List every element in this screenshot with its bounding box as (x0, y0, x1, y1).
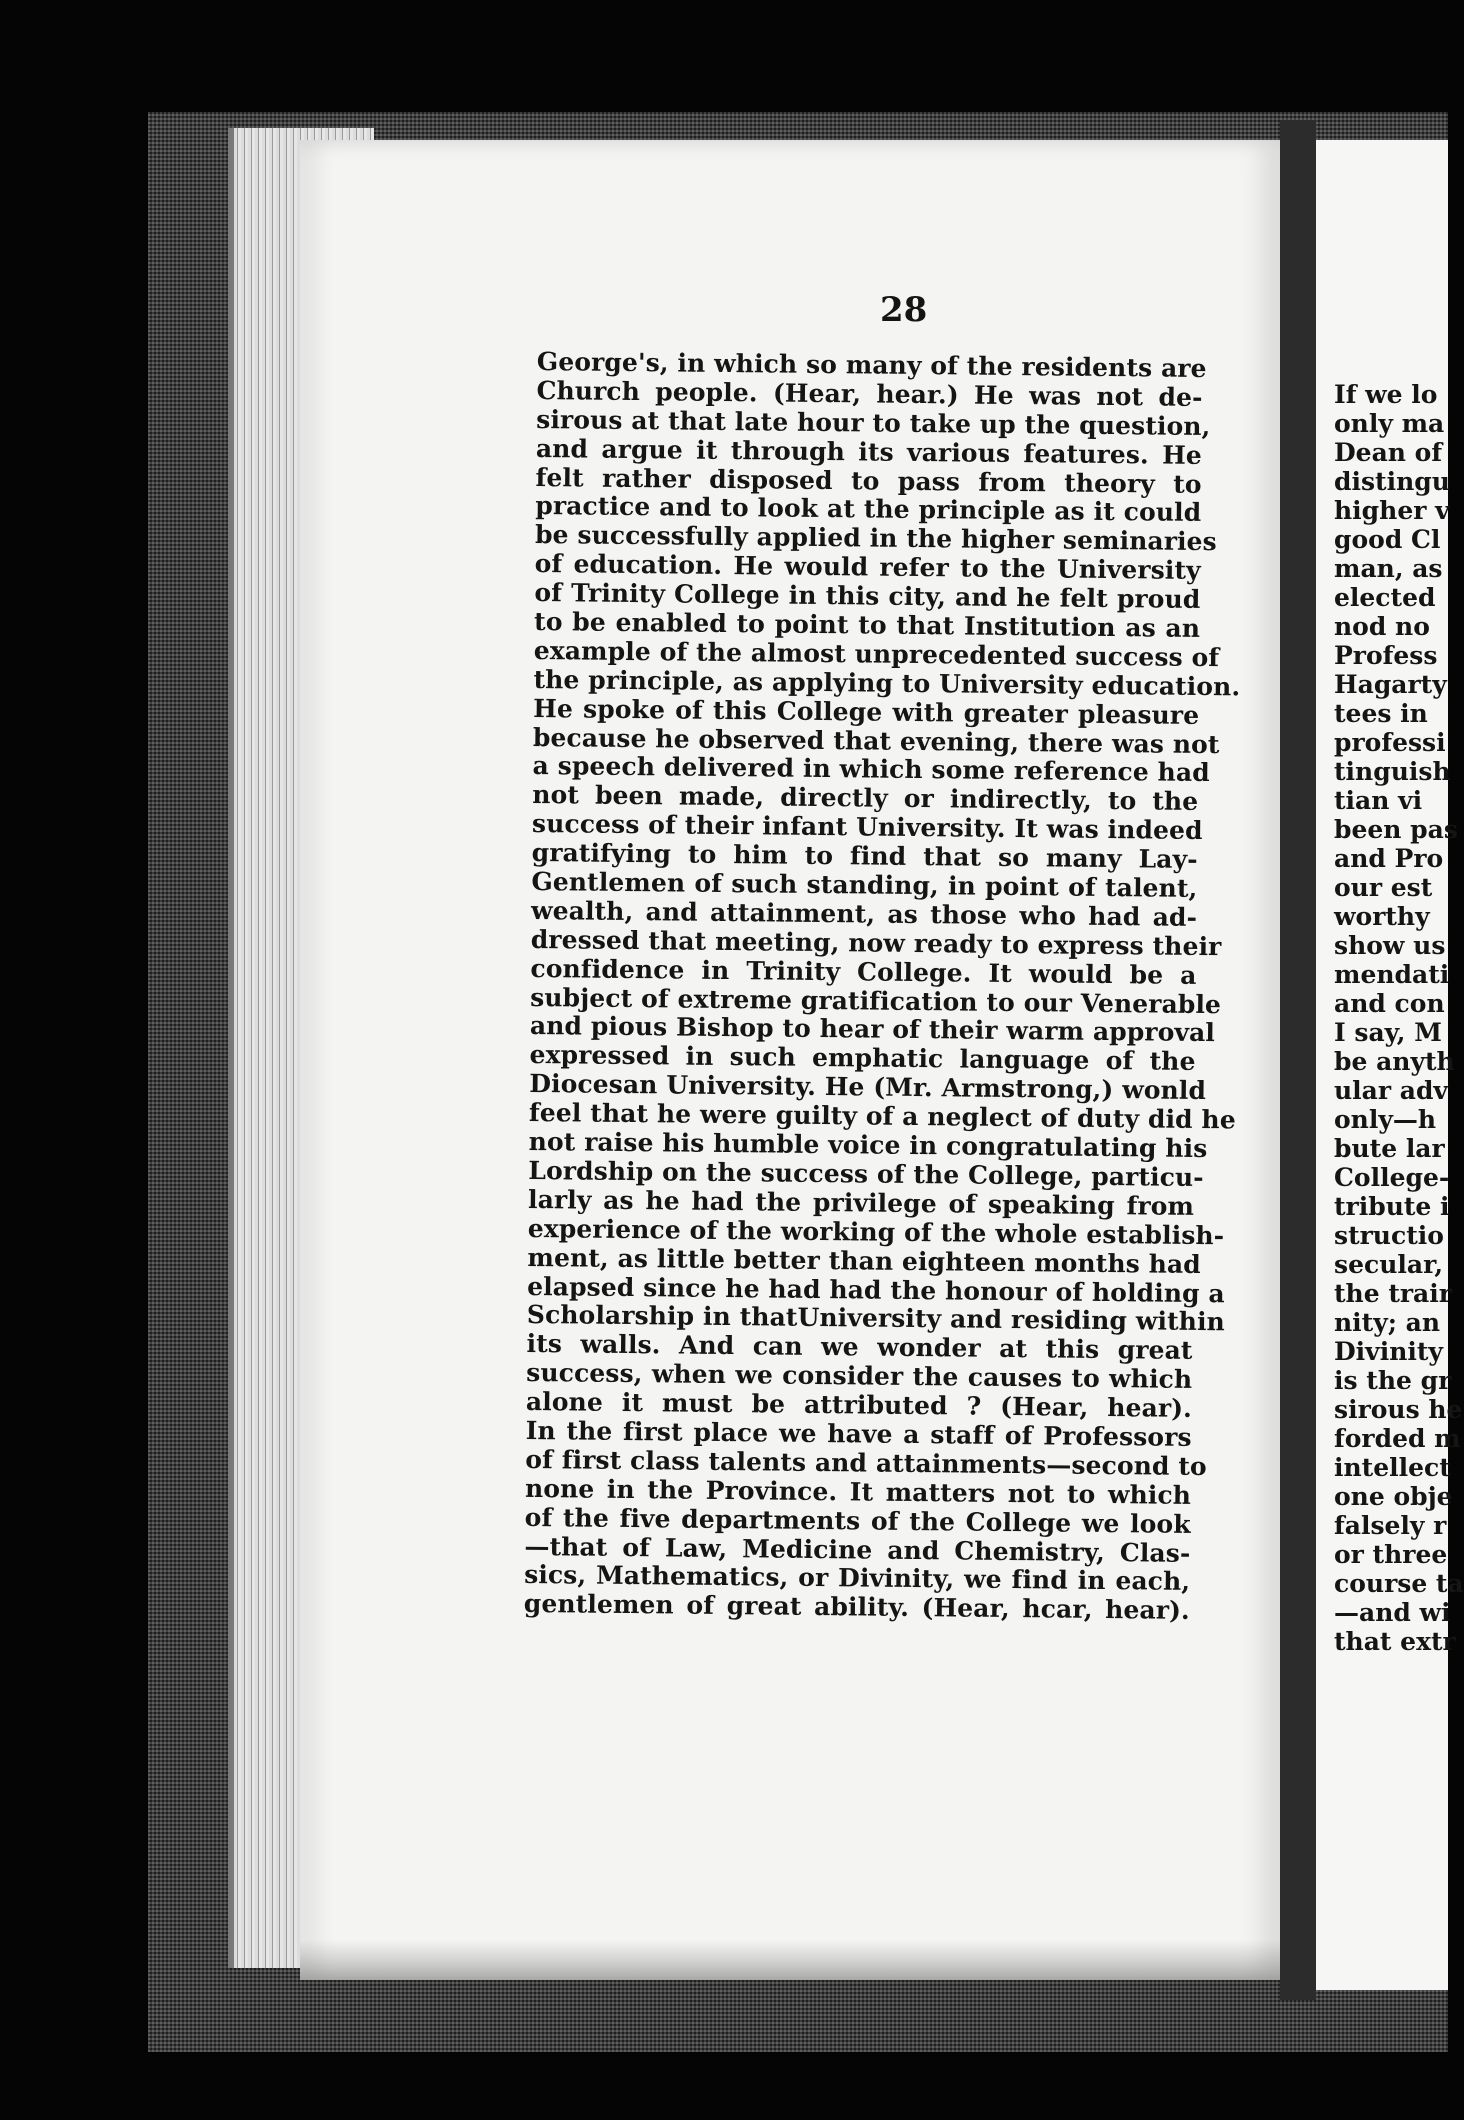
right-text-line: falsely r (1334, 1511, 1447, 1540)
right-text-line: elected (1334, 583, 1436, 612)
right-text-line: professi (1334, 728, 1446, 757)
right-text-line: forded m (1334, 1424, 1461, 1453)
right-text-line: the trair (1334, 1279, 1452, 1308)
right-text-line: secular, (1334, 1250, 1444, 1279)
right-text-line: higher v (1334, 496, 1450, 525)
text-line: its walls. And can we wonder at this great (526, 1329, 1193, 1366)
right-text-line: course ta (1334, 1569, 1464, 1598)
text-line: subject of extreme gratification to our Venerable (530, 982, 1222, 1019)
text-line: none in the Province. It matters not to which (524, 1473, 1192, 1510)
right-text-line: Profess (1334, 641, 1438, 670)
right-text-line: structio (1334, 1221, 1444, 1250)
book-gutter (1280, 120, 1316, 2000)
text-line: practice and to look at the principle as it could (535, 491, 1202, 528)
right-text-line: tees in (1334, 699, 1428, 728)
text-line: because he observed that evening, there was not (532, 722, 1220, 759)
text-line: ment, as little better than eighteen months had (527, 1242, 1201, 1279)
text-line: felt rather disposed to pass from theory to (535, 462, 1202, 499)
right-text-line: worthy (1334, 902, 1430, 931)
text-line: example of the almost unprecedented success of (533, 635, 1220, 673)
text-line: and argue it through its various features. He (535, 433, 1203, 470)
right-text-line: nod no (1334, 612, 1430, 641)
text-line: Church people. (Hear, hear.) He was not de- (536, 375, 1203, 412)
right-text-line: tian vi (1334, 786, 1423, 815)
right-text-line: be anyth (1334, 1047, 1455, 1076)
text-line: —that of Law, Medicine and Chemistry, Clas- (524, 1531, 1191, 1568)
right-text-line: Hagarty (1334, 670, 1447, 699)
right-text-line: I say, M (1334, 1018, 1442, 1047)
right-text-line: show us (1334, 931, 1446, 960)
right-text-line: sirous he (1334, 1395, 1463, 1424)
right-text-line: College- (1334, 1163, 1450, 1192)
right-text-line: distingu (1334, 467, 1450, 496)
text-line: wealth, and attainment, as those who had ad- (530, 895, 1198, 932)
right-text-line: If we lo (1334, 380, 1438, 409)
right-text-line: man, as (1334, 554, 1443, 583)
text-line: sirous at that late hour to take up the question, (536, 404, 1211, 441)
text-line: a speech delivered in which some reference had (532, 751, 1210, 788)
text-line: of education. He would refer to the University (534, 549, 1201, 586)
right-text-line: one obje (1334, 1482, 1453, 1511)
right-text-line: tribute i (1334, 1192, 1450, 1221)
text-line: Scholarship in thatUniversity and residing within (526, 1300, 1226, 1337)
text-line: of first class talents and attainments—second to (525, 1444, 1207, 1481)
text-line: confidence in Trinity College. It would be a (530, 953, 1197, 990)
right-text-line: good Cl (1334, 525, 1441, 554)
right-text-line: is the gr (1334, 1366, 1452, 1395)
left-page-text (523, 347, 1241, 1626)
text-line: Diocesan University. He (Mr. Armstrong,) wonld (529, 1069, 1207, 1106)
right-text-line: mendati (1334, 960, 1450, 989)
text-line: alone it must be attributed ? (Hear, hear). (525, 1387, 1193, 1423)
text-line: elapsed since he had had the honour of holding a (527, 1271, 1225, 1308)
text-line: dressed that meeting, now ready to express their (530, 924, 1222, 962)
right-text-line: intellect (1334, 1453, 1451, 1482)
right-text-line: —and wi (1334, 1598, 1451, 1627)
right-text-line: Divinity (1334, 1337, 1443, 1366)
text-line: In the first place we have a staff of Professors (525, 1415, 1192, 1452)
text-line: the principle, as applying to University education. (533, 664, 1241, 702)
right-page-text (1334, 380, 1464, 1656)
text-line: and pious Bishop to hear of their warm approval (529, 1011, 1216, 1048)
text-line: feel that he were guilty of a neglect of duty did he (528, 1098, 1236, 1135)
text-line: expressed in such emphatic language of the (529, 1040, 1196, 1077)
text-line: to be enabled to point to that Institution as an (533, 607, 1201, 643)
right-text-line: or three (1334, 1540, 1448, 1569)
page-number: 28 (880, 290, 928, 330)
right-text-line: and Pro (1334, 844, 1444, 873)
right-text-line: been pas (1334, 815, 1458, 844)
text-line: gentlemen of great ability. (Hear, hcar, hear). (523, 1589, 1190, 1626)
right-text-line: bute lar (1334, 1134, 1445, 1163)
text-line: not raise his humble voice in congratulating his (528, 1127, 1208, 1164)
text-line: Lordship on the success of the College, particu- (528, 1155, 1204, 1192)
text-line: sics, Mathematics, or Divinity, we find in each, (524, 1560, 1191, 1597)
text-line: experience of the working of the whole establish- (527, 1213, 1225, 1250)
right-text-line: only ma (1334, 409, 1445, 438)
text-line: success of their infant University. It was indeed (531, 809, 1203, 846)
right-text-line: ular adv (1334, 1076, 1448, 1105)
text-line: be successfully applied in the higher seminaries (534, 520, 1217, 557)
right-text-line: nity; an (1334, 1308, 1441, 1337)
text-line: gratifying to him to find that so many Lay- (531, 838, 1198, 875)
right-text-line: Dean of (1334, 438, 1443, 467)
text-line: of the five departments of the College we look (524, 1502, 1191, 1539)
right-text-line: only—h (1334, 1105, 1437, 1134)
right-text-line: and con (1334, 989, 1445, 1018)
text-line: He spoke of this College with greater pleasure (533, 693, 1200, 730)
page-bottom-shadow (300, 1940, 1280, 1980)
right-text-line: that extr (1334, 1627, 1456, 1656)
text-line: success, when we consider the causes to which (526, 1358, 1193, 1395)
text-line: George's, in which so many of the residents are (536, 347, 1207, 384)
text-line: of Trinity College in this city, and he felt proud (534, 578, 1201, 615)
text-line: Gentlemen of such standing, in point of talent, (531, 867, 1198, 903)
right-text-line: tinguish (1334, 757, 1451, 786)
right-text-line: our est (1334, 873, 1433, 902)
text-line: not been made, directly or indirectly, to the (532, 780, 1199, 817)
text-line: larly as he had the privilege of speaking from (527, 1184, 1195, 1221)
